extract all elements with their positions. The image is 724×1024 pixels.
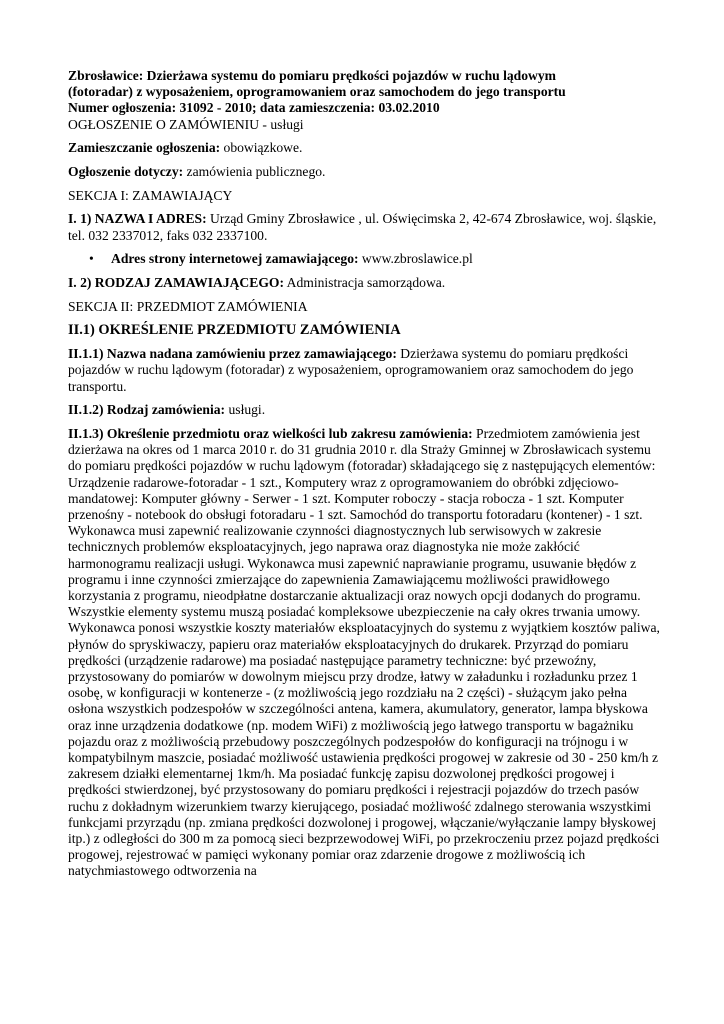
contract-name-value: Dzierżawa systemu do pomiaru prędkości pojazdów w ruchu lądowym (fotoradar) z wyposażeniem, oprogramowaniem oraz samochodem do jego transportu. <box>68 346 634 394</box>
notice-concerns <box>68 164 660 180</box>
publication-mandatory-value: obowiązkowe. <box>220 140 303 156</box>
notice-type: OGŁOSZENIE O ZAMÓWIENIU - usługi <box>68 116 304 132</box>
address-label: I. 1) NAZWA I ADRES: <box>68 211 207 227</box>
contract-kind-label: II.1.2) Rodzaj zamówienia: <box>68 402 226 418</box>
website-bullet <box>68 251 660 267</box>
contract-name <box>68 346 660 395</box>
subject-definition-heading: II.1) OKREŚLENIE PRZEDMIOTU ZAMÓWIENIA <box>68 322 401 339</box>
contract-scope-label: II.1.3) Określenie przedmiotu oraz wielkości lub zakresu zamówienia: <box>68 425 473 441</box>
notice-header <box>68 68 660 133</box>
authority-type-value: Administracja samorządowa. <box>284 275 446 291</box>
authority-type-label: I. 2) RODZAJ ZAMAWIAJĄCEGO: <box>68 275 284 291</box>
website-url: www.zbroslawice.pl <box>358 251 473 267</box>
notice-concerns-value: zamówienia publicznego. <box>183 164 326 180</box>
section-2-heading: SEKCJA II: PRZEDMIOT ZAMÓWIENIA <box>68 298 308 314</box>
notice-title-line-2: (fotoradar) z wyposażeniem, oprogramowaniem oraz samochodem do jego transportu <box>68 84 566 100</box>
contract-scope-value: Przedmiotem zamówienia jest dzierżawa na okres od 1 marca 2010 r. do 31 grudnia 2010 r. dla Straży Gminnej w Zbrosławicach systemu do pomiaru prędkości pojazdów w ruchu lądowym (fotoradar) składającego się z następujących elementów: Urządzenie radarowe-fotoradar - 1 szt., Komputery wraz z oprogramowaniem do obróbki zdjęciowo-mandatowej: Komputer główny - Serwer - 1 szt. Komputer roboczy - stacja robocza - 1 szt. Komputer przenośny - notebook do obsługi fotoradaru - 1 szt. Samochód do transportu fotoradaru (kontener) - 1 szt. Wykonawca musi zapewnić realizowanie czynności diagnostycznych lub serwisowych w zakresie technicznych problemów eksploatacyjnych, jego naprawa oraz diagnostyka nie może zakłócić harmonogramu realizacji usługi. Wykonawca musi zapewnić naprawianie programu, usuwanie błędów z programu i inne czynności zmierzające do zapewnienia Zamawiającemu możliwości prawidłowego korzystania z programu, nieodpłatne dostarczanie aktualizacji oraz nowych opcji dodanych do programu. Wszystkie elementy systemu muszą posiadać kompleksowe ubezpieczenie na cały okres trwania umowy. Wykonawca ponosi wszystkie koszty materiałów eksploatacyjnych do systemu z wyjątkiem kosztów paliwa, płynów do spryskiwaczy, papieru oraz materiałów eksploatacyjnych do drukarek. Przyrząd do pomiaru prędkości (urządzenie radarowe) ma posiadać następujące parametry techniczne: być przewoźny, przystosowany do pomiarów w dowolnym miejscu przy drodze, łatwy w załadunku i rozładunku przez 1 osobę, w konfiguracji w kontenerze - (z możliwością jego rozdziału na 2 części) - służącym jako pełna osłona wszystkich podzespołów w szczególności antena, kamera, akumulatory, generator, lampa błyskowa oraz inne urządzenia dodatkowe (np. modem WiFi) z możliwością jego łatwego transportu w bagażniku pojazdu oraz z możliwością przebudowy poszczególnych podzespołów do konfiguracji na trójnogu i w kompatybilnym maszcie, posiadać możliwość ustawienia prędkości progowej w zakresie od 30 - 250 km/h z zakresem działki elementarnej 1km/h. Ma posiadać funkcję zapisu dozwolonej prędkości progowej i prędkości stwierdzonej, być przystosowany do pomiaru prędkości i rejestracji pojazdów do trzech pasów ruchu z dokładnym wizerunkiem twarzy kierującego, posiadać możliwość zdalnego sterowania wszystkimi funkcjami przyrządu (np. zmiana prędkości dozwolonej i progowej, włączanie/wyłączanie lampy błyskowej itp.) z odległości do 300 m za pomocą sieci bezprzewodowej WiFi, po przekroczeniu przez pojazd prędkości progowej, rejestrować w pamięci wykonany pomiar oraz zdarzenie drogowe z możliwością ich natychmiastowego odtworzenia na <box>68 425 660 879</box>
notice-title-line-1: Zbrosławice: Dzierżawa systemu do pomiaru prędkości pojazdów w ruchu lądowym <box>68 68 556 83</box>
bullet-icon: • <box>89 251 94 267</box>
publication-mandatory-label: Zamieszczanie ogłoszenia: <box>68 140 221 156</box>
website-label: Adres strony internetowej zamawiającego: <box>111 251 359 267</box>
address-value: Urząd Gminy Zbrosławice , ul. Oświęcimska 2, 42-674 Zbrosławice, woj. śląskie, tel. 032 2337012, faks 032 2337100. <box>68 211 657 243</box>
contracting-authority-address <box>68 211 660 243</box>
contract-name-label: II.1.1) Nazwa nadana zamówieniu przez zamawiającego: <box>68 346 397 362</box>
contract-kind-value: usługi. <box>225 402 266 418</box>
notice-number-date: Numer ogłoszenia: 31092 - 2010; data zamieszczenia: 03.02.2010 <box>68 100 440 116</box>
authority-type <box>68 275 660 291</box>
notice-concerns-label: Ogłoszenie dotyczy: <box>68 164 184 180</box>
publication-mandatory <box>68 140 660 156</box>
contract-scope <box>68 426 660 880</box>
contract-kind <box>68 402 660 418</box>
section-1-heading: SEKCJA I: ZAMAWIAJĄCY <box>68 187 233 203</box>
document-page <box>68 68 660 887</box>
